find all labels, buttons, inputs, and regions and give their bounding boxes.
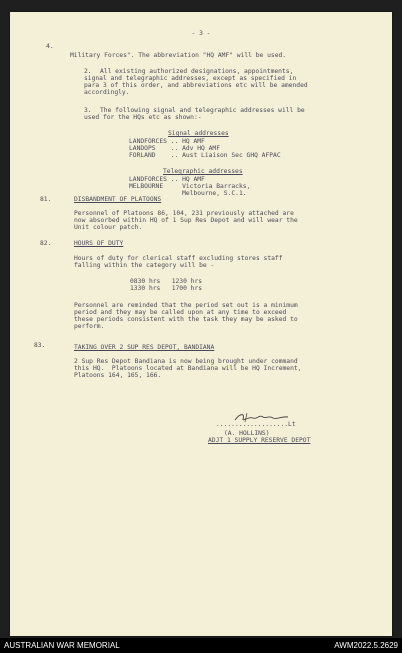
telegraphic-addresses-heading: Telegraphic addresses bbox=[163, 168, 243, 175]
section-82-heading: HOURS OF DUTY bbox=[74, 240, 124, 247]
section-81-number: 81. bbox=[40, 196, 52, 203]
section-81-heading: DISBANDMENT OF PLATOONS bbox=[74, 196, 162, 203]
para-2-line: signal and telegraphic addresses, except as specified in bbox=[84, 75, 297, 82]
section-81-line: now absorbed within HQ of 1 Sup Res Depot and will wear the bbox=[74, 217, 298, 224]
signatory-title: ADJT 1 SUPPLY RESERVE DEPOT bbox=[208, 437, 311, 444]
section-83-heading: TAKING OVER 2 SUP RES DEPOT, BANDIANA bbox=[74, 344, 215, 351]
para-2-number: 2. bbox=[84, 68, 92, 75]
para-2-line: accordingly. bbox=[84, 89, 130, 96]
page-number: - 3 - bbox=[191, 30, 211, 37]
footer-reference-id: AWM2022.5.2629 bbox=[334, 641, 398, 650]
footer-bar bbox=[0, 638, 402, 653]
section-83-line: this HQ. Platoons located at Bandiana will be HQ Increment, bbox=[74, 365, 302, 372]
section-82-line: period and they may be called upon at any time to exceed bbox=[74, 309, 287, 316]
duty-hours-row: 1330 hrs 1700 hrs bbox=[130, 285, 203, 292]
section-82-line: perform. bbox=[74, 323, 105, 330]
section-82-line: falling within the category will be - bbox=[74, 262, 215, 269]
signal-addresses-heading: Signal addresses bbox=[168, 130, 229, 137]
signal-address-row: FORLAND .. Aust Liaison Sec GHQ AFPAC bbox=[129, 152, 281, 159]
section-82-number: 82. bbox=[40, 240, 52, 247]
signature-line: ...................Lt bbox=[216, 421, 296, 428]
section-83-line: Platoons 164, 165, 166. bbox=[74, 372, 162, 379]
section-83-line: 2 Sup Res Depot Bandiana is now being brought under command bbox=[74, 358, 298, 365]
section-81-line: Personnel of Platoons 86, 104, 231 previously attached are bbox=[74, 210, 294, 217]
section-82-line: Hours of duty for clerical staff excluding stores staff bbox=[74, 255, 283, 262]
section-83-number: 83. bbox=[34, 342, 46, 349]
section-82-line: these periods consistent with the task they may be asked to bbox=[74, 316, 298, 323]
footer-institution: AUSTRALIAN WAR MEMORIAL bbox=[4, 641, 120, 650]
para-4-number: 4. bbox=[46, 43, 54, 50]
telegraphic-address-row: MELBOURNE Victoria Barracks, bbox=[129, 183, 251, 190]
telegraphic-address-row: LANDFORCES .. HQ AMF bbox=[129, 176, 205, 183]
para-4-text: Military Forces". The abbreviation "HQ AMF" will be used. bbox=[70, 52, 287, 59]
para-3-line: used for the HQs etc as shown:- bbox=[84, 114, 202, 121]
duty-hours-row: 0830 hrs 1230 hrs bbox=[130, 278, 203, 285]
para-3-number: 3. bbox=[84, 107, 92, 114]
signal-address-row: LANDFORCES .. HQ AMF bbox=[129, 138, 205, 145]
para-2-line: para 3 of this order, and abbreviations etc will be amended bbox=[84, 82, 308, 89]
signatory-name: (A. HOLLINS) bbox=[224, 430, 270, 437]
document-page bbox=[10, 12, 392, 636]
section-82-line: Personnel are reminded that the period set out is a minimum bbox=[74, 302, 298, 309]
signal-address-row: LANDOPS .. Adv HQ AMF bbox=[129, 145, 220, 152]
telegraphic-address-row: Melbourne, S.C.1. bbox=[129, 190, 247, 197]
para-3-line: The following signal and telegraphic addresses will be bbox=[100, 107, 305, 114]
para-2-line: All existing authorized designations, appointments, bbox=[100, 68, 294, 75]
section-81-line: Unit colour patch. bbox=[74, 224, 143, 231]
